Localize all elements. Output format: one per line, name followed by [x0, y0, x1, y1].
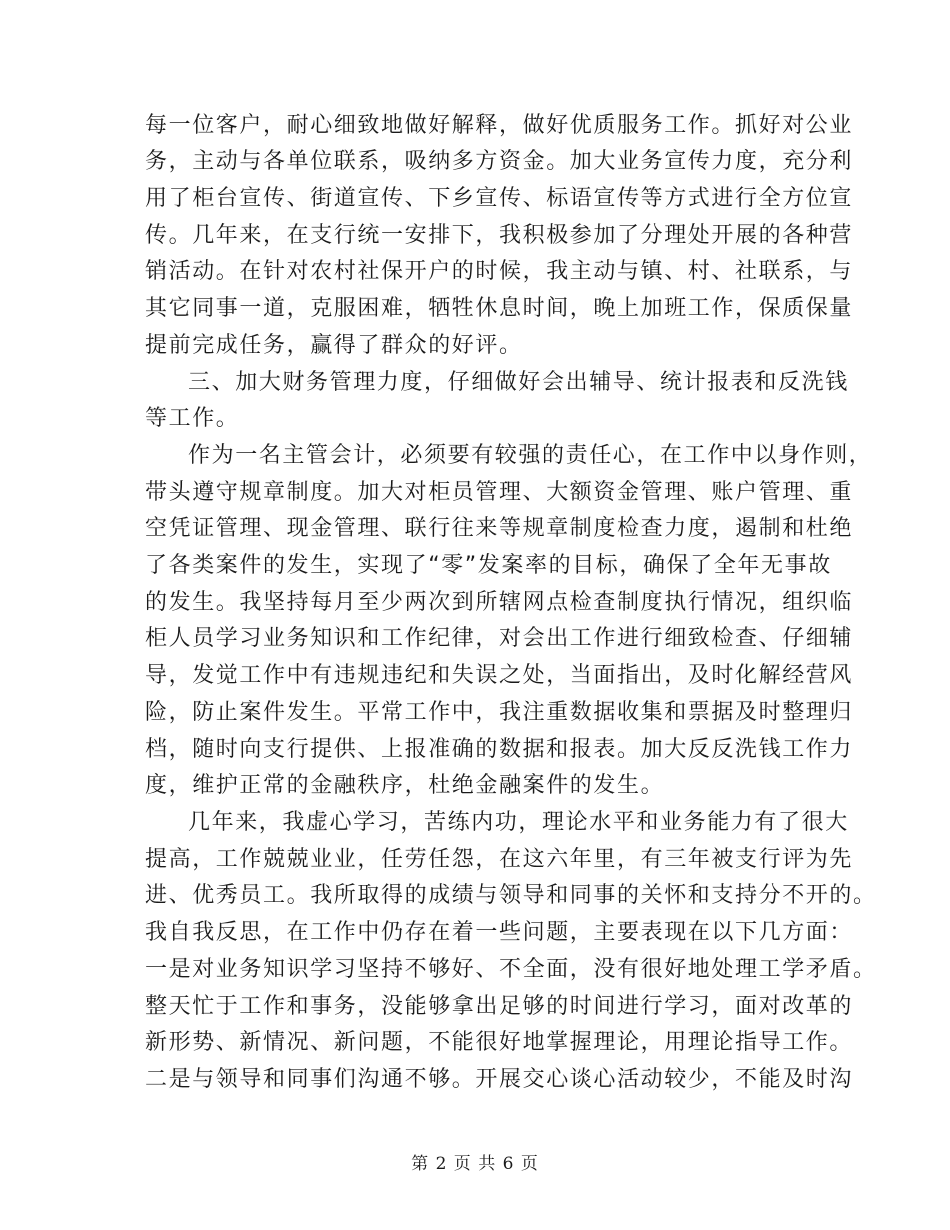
body-text-line: 了各类案件的发生，实现了“零”发案率的目标，确保了全年无事故: [145, 553, 832, 578]
body-text-line: 每一位客户，耐心细致地做好解释，做好优质服务工作。抓好对公业: [145, 113, 854, 138]
body-text-line: 传。几年来，在支行统一安排下，我积极参加了分理处开展的各种营: [145, 223, 854, 248]
body-text-line: 二是与领导和同事们沟通不够。开展交心谈心活动较少，不能及时沟: [145, 1067, 854, 1092]
body-text-line: 整天忙于工作和事务，没能够拿出足够的时间进行学习，面对改革的: [145, 994, 854, 1019]
body-text-line: 度，维护正常的金融秩序，杜绝金融案件的发生。: [145, 773, 665, 798]
body-text-line: 提高，工作兢兢业业，任劳任怨，在这六年里，有三年被支行评为先: [145, 847, 854, 872]
body-text-line: 新形势、新情况、新问题，不能很好地掌握理论，用理论指导工作。: [145, 1030, 854, 1055]
body-text-line: 空凭证管理、现金管理、联行往来等规章制度检查力度，遏制和杜绝: [145, 516, 854, 541]
body-text-line: 档，随时向支行提供、上报准确的数据和报表。加大反反洗钱工作力: [145, 737, 854, 762]
body-text-line: 一是对业务知识学习坚持不够好、不全面，没有很好地处理工学矛盾。: [145, 957, 877, 982]
body-text-line: 其它同事一道，克服困难，牺牲休息时间，晚上加班工作，保质保量: [145, 296, 854, 321]
body-text-line: 务，主动与各单位联系，吸纳多方资金。加大业务宣传力度，充分利: [145, 149, 854, 174]
page-number-footer: 第 2 页 共 6 页: [411, 1154, 539, 1174]
body-text-line: 导，发觉工作中有违规违纪和失误之处，当面指出，及时化解经营风: [145, 663, 854, 688]
body-text-line: 险，防止案件发生。平常工作中，我注重数据收集和票据及时整理归: [145, 700, 854, 725]
body-text-line: 的发生。我坚持每月至少两次到所辖网点检查制度执行情况，组织临: [145, 590, 854, 615]
body-text-line: 带头遵守规章制度。加大对柜员管理、大额资金管理、账户管理、重: [145, 480, 854, 505]
body-text-line: 提前完成任务，赢得了群众的好评。: [145, 333, 523, 358]
body-text-line: 柜人员学习业务知识和工作纪律，对会出工作进行细致检查、仔细辅: [145, 626, 854, 651]
body-text-line: 销活动。在针对农村社保开户的时候，我主动与镇、村、社联系，与: [145, 259, 854, 284]
body-text-line: 我自我反思，在工作中仍存在着一些问题，主要表现在以下几方面：: [145, 920, 854, 945]
section-heading-continuation: 等工作。: [145, 406, 240, 431]
body-text-line: 作为一名主管会计，必须要有较强的责任心，在工作中以身作则，: [188, 443, 873, 468]
body-text-line: 进、优秀员工。我所取得的成绩与领导和同事的关怀和支持分不开的。: [145, 883, 877, 908]
section-heading: 三、加大财务管理力度，仔细做好会出辅导、统计报表和反洗钱: [188, 370, 849, 395]
body-text-line: 几年来，我虚心学习，苦练内功，理论水平和业务能力有了很大: [188, 810, 849, 835]
body-text-line: 用了柜台宣传、街道宣传、下乡宣传、标语宣传等方式进行全方位宣: [145, 186, 854, 211]
